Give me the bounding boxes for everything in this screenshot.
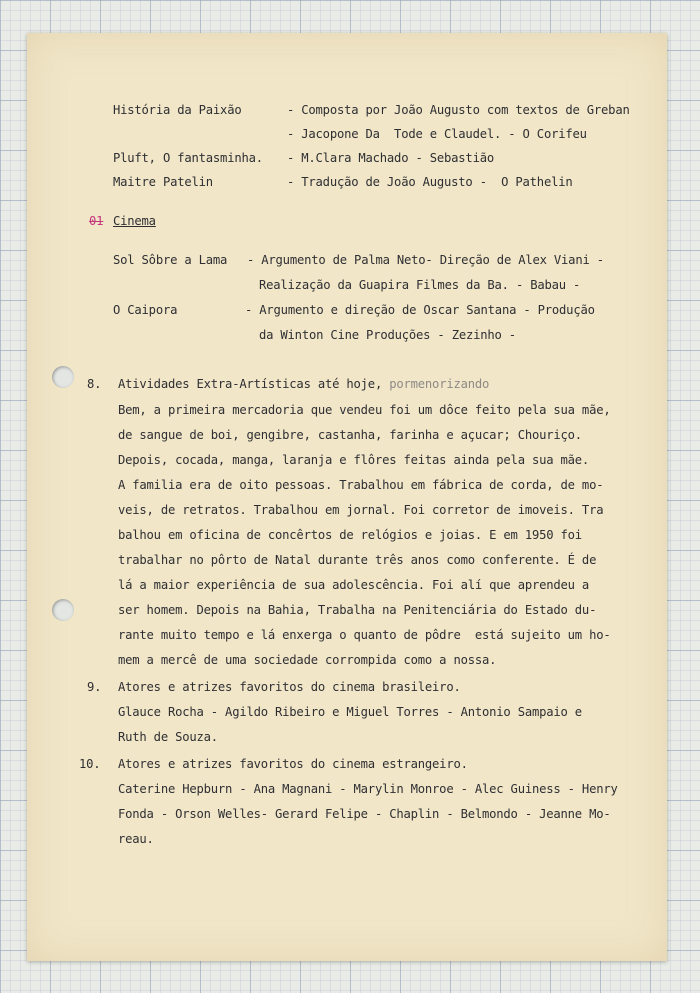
body-line: Glauce Rocha - Agildo Ribeiro e Miguel Torres - Antonio Sampaio e: [118, 705, 582, 719]
section-heading: Atores e atrizes favoritos do cinema estrangeiro.: [118, 757, 468, 771]
body-line: Depois, cocada, manga, laranja e flôres feitas ainda pela sua mãe.: [118, 453, 590, 467]
film-desc: - Argumento de Palma Neto- Direção de Alex Viani -: [247, 253, 604, 267]
theatre-title: Maitre Patelin: [113, 175, 213, 189]
body-line: Bem, a primeira mercadoria que vendeu foi um dôce feito pela sua mãe,: [118, 403, 611, 417]
section-number: 10.: [79, 757, 101, 771]
punch-hole-top: [52, 366, 74, 388]
body-line: trabalhar no pôrto de Natal durante três anos como conferente. É de: [118, 553, 597, 567]
body-line: ser homem. Depois na Bahia, Trabalha na Penitenciária do Estado du-: [118, 603, 597, 617]
cinema-heading: Cinema: [113, 214, 156, 228]
body-line: lá a maior experiência de sua adolescência. Foi alí que aprendeu a: [118, 578, 590, 592]
theatre-title: Pluft, O fantasminha.: [113, 151, 263, 165]
typed-page: [27, 33, 667, 961]
body-line: Ruth de Souza.: [118, 730, 218, 744]
body-line: veis, de retratos. Trabalhou em jornal. Foi corretor de imoveis. Tra: [118, 503, 604, 517]
section-heading-faded: pormenorizando: [389, 377, 490, 391]
punch-hole-bottom: [52, 599, 74, 621]
section-number: 8.: [87, 377, 102, 391]
cinema-struck-number: 01: [89, 214, 104, 228]
body-line: A familia era de oito pessoas. Trabalhou em fábrica de corda, de mo-: [118, 478, 604, 492]
theatre-desc: - Tradução de João Augusto - O Pathelin: [287, 175, 573, 189]
film-desc: Realização da Guapira Filmes da Ba. - Babau -: [259, 278, 581, 292]
body-line: mem a mercê de uma sociedade corrompida como a nossa.: [118, 653, 497, 667]
body-line: Fonda - Orson Welles- Gerard Felipe - Chaplin - Belmondo - Jeanne Mo-: [118, 807, 611, 821]
body-line: de sangue de boi, gengibre, castanha, farinha e açucar; Chouriço.: [118, 428, 582, 442]
body-line: Caterine Hepburn - Ana Magnani - Marylin Monroe - Alec Guiness - Henry: [118, 782, 618, 796]
body-line: reau.: [118, 832, 154, 846]
theatre-title: História da Paixão: [113, 103, 242, 117]
body-line: balhou em oficina de concêrtos de relógios e joias. E em 1950 foi: [118, 528, 582, 542]
theatre-desc: - Composta por João Augusto com textos de Greban: [287, 103, 630, 117]
body-line: rante muito tempo e lá enxerga o quanto de pôdre está sujeito um ho-: [118, 628, 611, 642]
section-heading-text: Atividades Extra-Artísticas até hoje,: [118, 377, 383, 391]
film-desc: - Argumento e direção de Oscar Santana - Produção: [245, 303, 595, 317]
section-number: 9.: [87, 680, 102, 694]
film-title: O Caipora: [113, 303, 178, 317]
section-heading: Atores e atrizes favoritos do cinema brasileiro.: [118, 680, 461, 694]
section-heading: [118, 377, 489, 391]
film-desc: da Winton Cine Produções - Zezinho -: [259, 328, 516, 342]
theatre-desc: - M.Clara Machado - Sebastião: [287, 151, 494, 165]
film-title: Sol Sôbre a Lama: [113, 253, 228, 267]
theatre-desc: - Jacopone Da Tode e Claudel. - O Corifeu: [287, 127, 587, 141]
